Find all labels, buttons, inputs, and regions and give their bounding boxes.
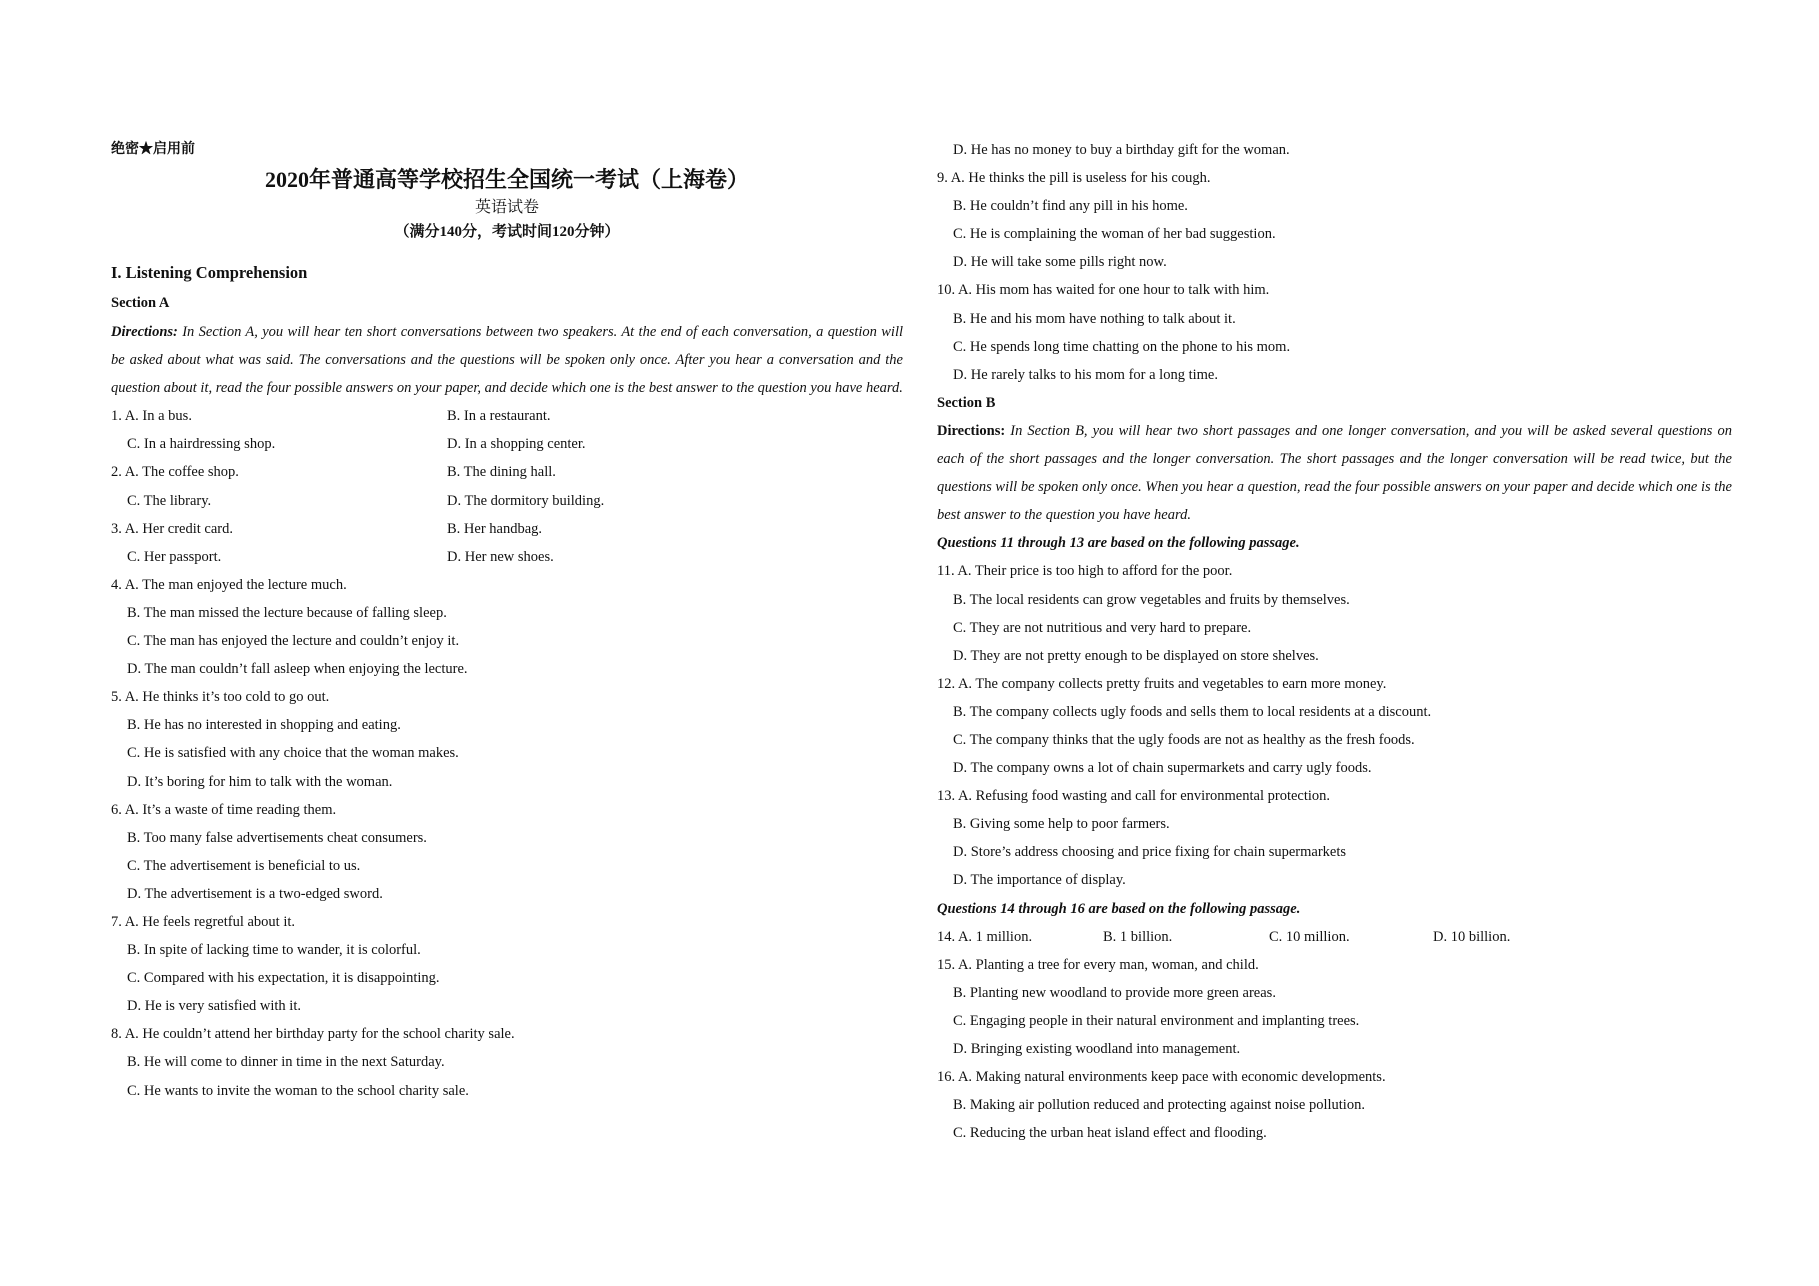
question-15-option-d: D. Bringing existing woodland into management. bbox=[953, 1041, 1241, 1057]
question-group-heading: Questions 14 through 16 are based on the following passage. bbox=[937, 900, 1301, 917]
question-5-option-a: 5. A. He thinks it’s too cold to go out. bbox=[111, 689, 330, 706]
option: 3. A. Her credit card. bbox=[111, 520, 233, 537]
question-13-option-c: D. Store’s address choosing and price fixing for chain supermarkets bbox=[953, 844, 1347, 861]
section-b-directions bbox=[937, 417, 1732, 529]
question-3-row-2 bbox=[111, 543, 903, 571]
section-a-heading: Section A bbox=[111, 295, 170, 311]
right-column bbox=[937, 136, 1732, 1147]
section-a-directions bbox=[111, 318, 903, 402]
question-9-option-d: D. He will take some pills right now. bbox=[953, 254, 1167, 271]
question-12-option-c: C. The company thinks that the ugly foods are not as healthy as the fresh foods. bbox=[953, 731, 1415, 748]
exam-subtitle: 英语试卷 bbox=[474, 199, 539, 216]
option: 14. A. 1 million. bbox=[937, 928, 1033, 945]
question-13-option-a: 13. A. Refusing food wasting and call for environmental protection. bbox=[937, 788, 1331, 805]
question-9-option-c: C. He is complaining the woman of her bad suggestion. bbox=[953, 226, 1276, 243]
question-9-option-a: 9. A. He thinks the pill is useless for his cough. bbox=[937, 170, 1211, 187]
question-16-option-b: B. Making air pollution reduced and protecting against noise pollution. bbox=[953, 1097, 1365, 1114]
question-1-row-1 bbox=[111, 402, 903, 430]
question-14-row bbox=[937, 923, 1732, 951]
question-16-option-c: C. Reducing the urban heat island effect and flooding. bbox=[953, 1125, 1267, 1142]
part-heading: I. Listening Comprehension bbox=[111, 263, 308, 282]
option: D. In a shopping center. bbox=[447, 436, 586, 453]
question-group-heading: Questions 11 through 13 are based on the following passage. bbox=[937, 535, 1300, 552]
question-5-option-d: D. It’s boring for him to talk with the woman. bbox=[127, 773, 393, 790]
question-7-option-c: C. Compared with his expectation, it is disappointing. bbox=[127, 970, 440, 987]
question-4-option-b: B. The man missed the lecture because of falling sleep. bbox=[127, 604, 447, 621]
option: D. Her new shoes. bbox=[447, 548, 554, 565]
question-8-option-c: C. He wants to invite the woman to the school charity sale. bbox=[127, 1082, 469, 1099]
question-11-option-d: D. They are not pretty enough to be displayed on store shelves. bbox=[953, 647, 1319, 664]
option: C. 10 million. bbox=[1269, 928, 1350, 945]
question-10-option-d: D. He rarely talks to his mom for a long time. bbox=[953, 366, 1218, 383]
question-6-option-c: C. The advertisement is beneficial to us. bbox=[127, 857, 361, 874]
option: 1. A. In a bus. bbox=[111, 408, 192, 425]
option: C. The library. bbox=[127, 492, 212, 509]
left-column bbox=[111, 136, 903, 1105]
option: 2. A. The coffee shop. bbox=[111, 464, 239, 481]
option: C. In a hairdressing shop. bbox=[127, 436, 276, 453]
question-15-option-b: B. Planting new woodland to provide more green areas. bbox=[953, 984, 1276, 1001]
question-2-row-2 bbox=[111, 487, 903, 515]
directions-text: In Section A, you will hear ten short conversations between two speakers. At the end of each conversation, a question will be asked about what was said. The conversations and the questions will be spoken only once. After you hear a conversation and the question about it, read the four possible answers on your paper, and decide which one is the best answer to the question you have heard. bbox=[111, 324, 903, 397]
option: B. In a restaurant. bbox=[447, 408, 551, 425]
question-16-option-a: 16. A. Making natural environments keep pace with economic developments. bbox=[937, 1069, 1386, 1086]
question-8-option-a: 8. A. He couldn’t attend her birthday party for the school charity sale. bbox=[111, 1026, 515, 1043]
option: C. Her passport. bbox=[127, 548, 222, 565]
question-12-option-a: 12. A. The company collects pretty fruits and vegetables to earn more money. bbox=[937, 675, 1387, 692]
question-13-option-b: B. Giving some help to poor farmers. bbox=[953, 816, 1170, 833]
question-12-option-b: B. The company collects ugly foods and sells them to local residents at a discount. bbox=[953, 703, 1432, 720]
exam-title: 2020年普通高等学校招生全国统一考试（上海卷） bbox=[264, 167, 749, 192]
question-7-option-a: 7. A. He feels regretful about it. bbox=[111, 913, 296, 930]
question-5-option-b: B. He has no interested in shopping and eating. bbox=[127, 717, 401, 734]
question-3-row-1 bbox=[111, 515, 903, 543]
question-15-option-a: 15. A. Planting a tree for every man, woman, and child. bbox=[937, 956, 1259, 973]
question-15-option-c: C. Engaging people in their natural environment and implanting trees. bbox=[953, 1012, 1360, 1029]
question-10-option-b: B. He and his mom have nothing to talk about it. bbox=[953, 310, 1236, 327]
directions-text: In Section B, you will hear two short passages and one longer conversation, and you will be asked several questions on each of the short passages and the longer conversation. The short passages and the longer conversation will be read twice, but the questions will be spoken only once. When you hear a question, read the four possible answers on your paper and decide which one is the best answer to the question you have heard. bbox=[937, 422, 1732, 524]
question-8-option-b: B. He will come to dinner in time in the next Saturday. bbox=[127, 1054, 445, 1071]
question-11-option-b: B. The local residents can grow vegetables and fruits by themselves. bbox=[953, 591, 1350, 608]
option: B. The dining hall. bbox=[447, 464, 556, 481]
question-6-option-b: B. Too many false advertisements cheat consumers. bbox=[127, 829, 427, 846]
option: B. Her handbag. bbox=[447, 520, 543, 537]
question-12-option-d: D. The company owns a lot of chain supermarkets and carry ugly foods. bbox=[953, 760, 1372, 777]
directions-label: Directions: bbox=[111, 324, 178, 340]
question-7-option-b: B. In spite of lacking time to wander, it is colorful. bbox=[127, 942, 421, 959]
option: B. 1 billion. bbox=[1103, 928, 1173, 945]
option: D. 10 billion. bbox=[1433, 928, 1511, 945]
question-11-option-a: 11. A. Their price is too high to afford for the poor. bbox=[937, 563, 1233, 580]
question-2-row-1 bbox=[111, 458, 903, 486]
question-9-option-b: B. He couldn’t find any pill in his home. bbox=[953, 198, 1188, 215]
question-4-option-d: D. The man couldn’t fall asleep when enjoying the lecture. bbox=[127, 661, 468, 678]
question-10-option-c: C. He spends long time chatting on the phone to his mom. bbox=[953, 338, 1291, 355]
question-6-option-a: 6. A. It’s a waste of time reading them. bbox=[111, 801, 337, 818]
question-7-option-d: D. He is very satisfied with it. bbox=[127, 998, 301, 1015]
question-1-row-2 bbox=[111, 430, 903, 458]
question-4-option-a: 4. A. The man enjoyed the lecture much. bbox=[111, 576, 347, 593]
question-8-option-d: D. He has no money to buy a birthday gift for the woman. bbox=[953, 142, 1290, 158]
question-6-option-d: D. The advertisement is a two-edged sword. bbox=[127, 885, 383, 902]
option: D. The dormitory building. bbox=[447, 492, 605, 509]
directions-label: Directions: bbox=[937, 422, 1006, 439]
exam-score-time: （满分140分，考试时间120分钟） bbox=[394, 224, 620, 240]
question-5-option-c: C. He is satisfied with any choice that the woman makes. bbox=[127, 745, 459, 762]
question-10-option-a: 10. A. His mom has waited for one hour to talk with him. bbox=[937, 282, 1270, 299]
confidential-mark: 绝密★启用前 bbox=[111, 142, 195, 157]
question-4-option-c: C. The man has enjoyed the lecture and couldn’t enjoy it. bbox=[127, 633, 460, 650]
question-11-option-c: C. They are not nutritious and very hard to prepare. bbox=[953, 619, 1252, 636]
section-b-heading: Section B bbox=[937, 394, 996, 411]
question-13-option-d: D. The importance of display. bbox=[953, 872, 1126, 889]
